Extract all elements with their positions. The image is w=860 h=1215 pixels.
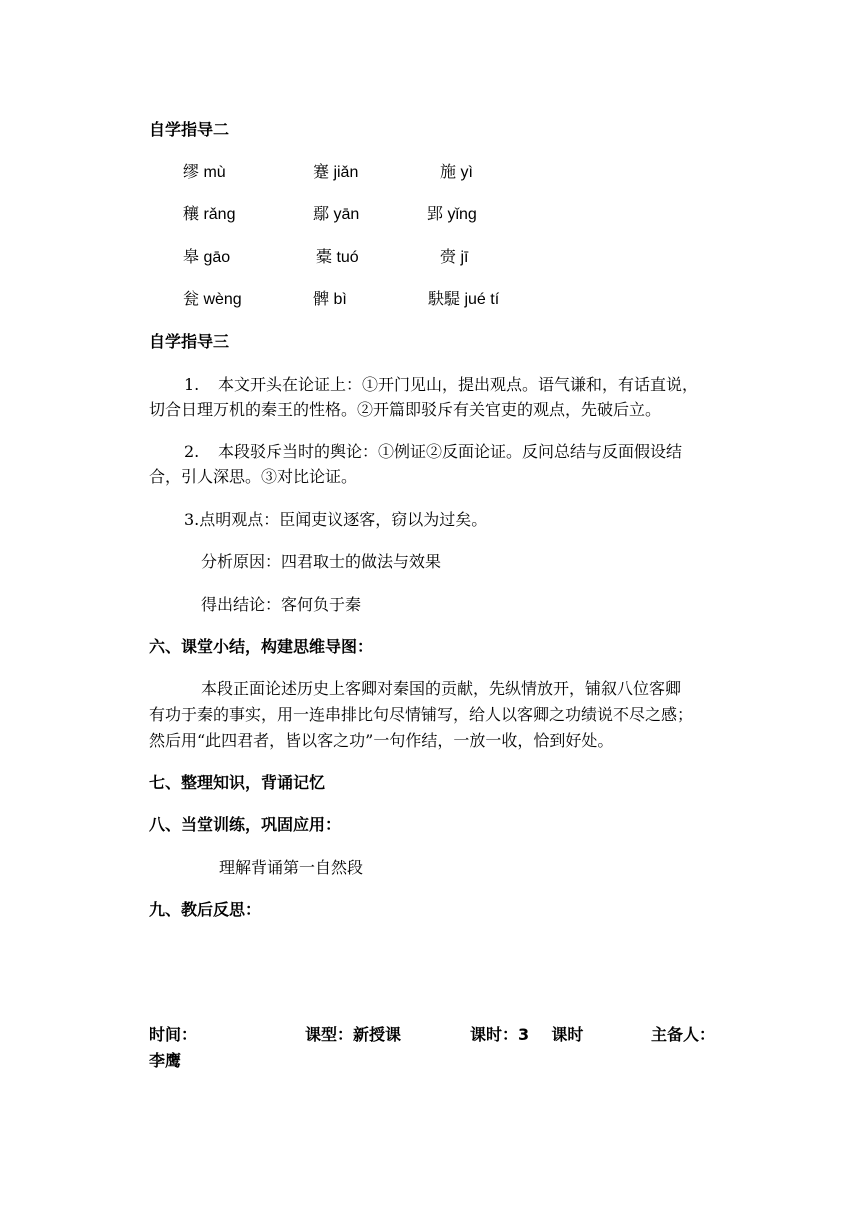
pinyin-item: 赍 jī bbox=[440, 249, 469, 266]
pinyin-item: 缪 mù bbox=[183, 164, 226, 181]
pinyin-item: 郢 yǐng bbox=[427, 206, 477, 223]
item2-line2: 合，引人深思。③对比论证。 bbox=[149, 467, 358, 486]
pinyin-item: 橐 tuó bbox=[316, 249, 359, 266]
guide3-heading: 自学指导三 bbox=[149, 332, 230, 351]
section9-heading: 九、教后反思： bbox=[149, 900, 262, 919]
analysis-text: 分析原因：四君取士的做法与效果 bbox=[201, 552, 442, 571]
section6-line2: 有功于秦的事实，用一连串排比句尽情铺写，给人以客卿之功绩说不尽之感； bbox=[149, 705, 694, 724]
section8-body: 理解背诵第一自然段 bbox=[219, 858, 364, 877]
conclusion-text: 得出结论：客何负于秦 bbox=[201, 595, 362, 614]
pinyin-item: 瓮 wèng bbox=[183, 291, 242, 308]
section6-line3: 然后用“此四君者，皆以客之功”一句作结，一放一收，恰到好处。 bbox=[149, 731, 614, 750]
section8-heading: 八、当堂训练，巩固应用： bbox=[149, 815, 342, 834]
item1-line1: 本文开头在论证上：①开门见山，提出观点。语气谦和，有话直说， bbox=[218, 375, 699, 394]
pinyin-item: 髀 bì bbox=[313, 291, 347, 308]
pinyin-item: 穰 rǎng bbox=[183, 206, 236, 223]
footer-preparer-name: 李鹰 bbox=[149, 1051, 182, 1070]
pinyin-item: 施 yì bbox=[440, 164, 473, 181]
section7-heading: 七、整理知识，背诵记忆 bbox=[149, 773, 326, 792]
pinyin-item: 蹇 jiǎn bbox=[313, 164, 359, 181]
pinyin-item: 駃騠 jué tí bbox=[428, 291, 500, 308]
pinyin-item: 鄢 yān bbox=[313, 206, 360, 223]
guide2-heading: 自学指导二 bbox=[149, 120, 230, 139]
pinyin-item: 皋 gāo bbox=[183, 249, 231, 266]
footer-lesson-type: 课型：新授课 bbox=[305, 1025, 402, 1044]
section6-heading: 六、课堂小结，构建思维导图： bbox=[149, 637, 374, 656]
item3-text: 3.点明观点：臣闻吏议逐客，窃以为过矣。 bbox=[184, 510, 488, 529]
footer-preparer-label: 主备人： bbox=[651, 1025, 716, 1044]
item1-number: 1. bbox=[184, 375, 200, 394]
item2-line1: 本段驳斥当时的舆论：①例证②反面论证。反问总结与反面假设结 bbox=[218, 442, 683, 461]
item2-number: 2. bbox=[184, 442, 200, 461]
section6-line1: 本段正面论述历史上客卿对秦国的贡献，先纵情放开，铺叙八位客卿 bbox=[201, 679, 682, 698]
item1-line2: 切合日理万机的秦王的性格。②开篇即驳斥有关官吏的观点，先破后立。 bbox=[149, 400, 662, 419]
footer-lesson-hours: 课时：3 课时 bbox=[470, 1025, 584, 1044]
footer-time: 时间： bbox=[149, 1025, 198, 1044]
